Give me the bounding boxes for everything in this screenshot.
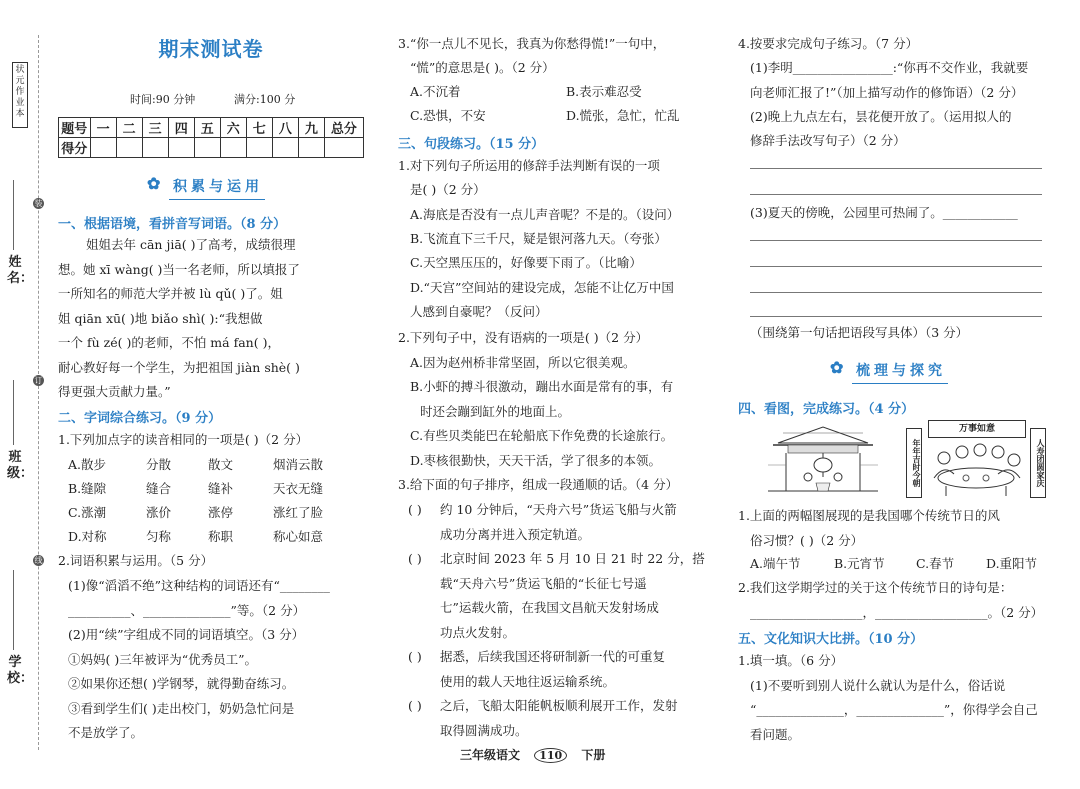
answer-line: [750, 240, 1042, 241]
option-text: 缝合: [146, 481, 172, 496]
question-line: “慌”的意思是( )。（2 分）: [410, 60, 555, 75]
order-blank: ( ): [408, 698, 422, 713]
question-line: D.枣核很勤快，天天干活，学了很多的本领。: [410, 452, 662, 468]
question-line: 修辞手法改写句子）（2 分）: [750, 133, 906, 149]
question-line: 3.“你一点儿不见长，我真为你愁得慌!”一句中，: [398, 36, 666, 51]
question-line: ③看到学生们( )走出校门，奶奶急忙问是: [68, 700, 295, 716]
question-line: __________、______________”等。（2 分）: [68, 602, 306, 618]
class-label: 班级：: [7, 450, 34, 481]
question-line: B.小虾的搏斗很激动，蹦出水面是常有的事，有: [410, 379, 674, 394]
score-header-cell: 六: [220, 118, 246, 138]
score-cell[interactable]: [220, 138, 246, 158]
section-1-heading: 一、根据语境，看拼音写词语。（8 分）: [58, 217, 287, 232]
question-line: 3.给下面的句子排序，组成一段通顺的话。（4 分）: [398, 477, 679, 492]
question-line: 2.下列句子中，没有语病的一项是( )（2 分）: [398, 330, 649, 345]
option-text: D.重阳节: [986, 556, 1038, 571]
score-cell[interactable]: [90, 138, 116, 158]
option-text: D.对称: [68, 529, 107, 544]
option-text: 称职: [208, 529, 234, 544]
passage-line: 得更强大贡献力量。”: [58, 384, 171, 399]
score-cell[interactable]: [324, 138, 363, 158]
score-row-label: 得分: [59, 138, 91, 158]
score-header-cell: 九: [298, 118, 324, 138]
page-footer: [460, 746, 605, 763]
question-line: (1)像“滔滔不绝”这种结构的词语还有“________: [68, 578, 330, 593]
score-cell[interactable]: [246, 138, 272, 158]
option-text: D.慌张，急忙，忙乱: [566, 108, 680, 123]
order-blank: ( ): [408, 649, 422, 664]
question-line: “______________，______________”，你得学会自己: [750, 702, 1038, 717]
question-line: 不是放学了。: [68, 725, 144, 740]
question-line: ②如果你还想( )学钢琴，就得勤奋练习。: [68, 676, 295, 691]
order-sentence: 成功分离并进入预定轨道。: [440, 526, 591, 542]
binding-dot-2: 订: [34, 376, 43, 385]
option-text: A.端午节: [750, 556, 801, 571]
option-text: B.缝隙: [68, 481, 107, 496]
section-4-heading: 四、看图，完成练习。（4 分）: [738, 402, 915, 417]
score-cell[interactable]: [116, 138, 142, 158]
section-banner-accumulate: [147, 174, 263, 196]
score-table-row: [59, 138, 364, 158]
question-line: 是( )（2 分）: [410, 182, 486, 198]
passage-line: 想。她 xī wàng( )当一名老师，所以填报了: [58, 261, 300, 277]
order-blank: ( ): [408, 502, 422, 517]
couplet-horizontal: 万事如意: [928, 420, 1026, 438]
option-text: B.元宵节: [834, 556, 885, 571]
order-sentence: 约 10 分钟后，“天舟六号”货运飞船与火箭: [440, 502, 677, 517]
exam-time: 时间:90 分钟: [130, 93, 196, 106]
option-text: 缝补: [208, 481, 234, 496]
score-table-header: [59, 118, 364, 138]
option-text: 涨价: [146, 505, 172, 520]
score-cell[interactable]: [272, 138, 298, 158]
order-sentence: 取得圆满成功。: [440, 722, 528, 738]
question-line: C.天空黑压压的，好像要下雨了。（比喻）: [410, 255, 642, 271]
couplet-right: 人寿团圆家庆: [1030, 428, 1046, 498]
score-table: [58, 117, 364, 158]
section-5-heading: 五、文化知识大比拼。（10 分）: [738, 632, 924, 647]
festival-gate-illustration: [768, 425, 878, 493]
passage-line: 姐姐去年 cān jiā( )了高考，成绩很理: [86, 237, 296, 252]
score-header-cell: 四: [168, 118, 194, 138]
family-table-drawing: [926, 438, 1026, 496]
banner-text: 积累与运用: [173, 179, 263, 195]
order-sentence: 七”运载火箭，在我国文昌航天发射场成: [440, 600, 659, 615]
question-line: ①妈妈( )三年被评为“优秀员工”。: [68, 651, 258, 667]
answer-line: [750, 292, 1042, 293]
section-3-heading: 三、句段练习。（15 分）: [398, 137, 545, 152]
school-line: [13, 570, 14, 650]
option-text: B.表示难忍受: [566, 84, 642, 99]
question-line: 1.上面的两幅图展现的是我国哪个传统节日的风: [738, 508, 1000, 523]
score-cell[interactable]: [194, 138, 220, 158]
question-line: 看问题。: [750, 726, 801, 742]
question-line: C.有些贝类能巴在轮船底下作免费的长途旅行。: [410, 428, 674, 443]
score-header-cell: 五: [194, 118, 220, 138]
score-cell[interactable]: [142, 138, 168, 158]
score-header-cell: 八: [272, 118, 298, 138]
question-3-4-3-instruction: （围绕第一句话把语段写具体）（3 分）: [750, 325, 969, 340]
binding-margin: [0, 0, 50, 789]
passage-line: 耐心教好每一个学生，为把祖国 jiàn shè( ): [58, 359, 300, 375]
order-sentence: 载“天舟六号”货运飞船的“长征七号遥: [440, 575, 647, 591]
question-line: (2)用“续”字组成不同的词语填空。（3 分）: [68, 627, 305, 642]
question-line: (2)晚上九点左右，昙花便开放了。（运用拟人的: [750, 108, 1012, 124]
question-line: 俗习惯？( )（2 分）: [750, 532, 864, 548]
section-2-heading: 二、字词综合练习。（9 分）: [58, 411, 222, 426]
option-text: 散文: [208, 457, 234, 472]
answer-line: [750, 168, 1042, 169]
order-sentence: 使用的载人天地往返运输系统。: [440, 673, 616, 689]
couplet-left: 年年吉时今朝: [906, 428, 922, 498]
question-line: 1.对下列句子所运用的修辞手法判断有误的一项: [398, 158, 660, 173]
flower-icon: ✿: [147, 174, 161, 193]
answer-line: [750, 266, 1042, 267]
question-line: A.因为赵州桥非常坚固，所以它很美观。: [410, 354, 636, 370]
school-label: 学校：: [7, 655, 34, 686]
answer-line: [750, 194, 1042, 195]
order-sentence: 功点火发射。: [440, 624, 516, 640]
option-text: 分散: [146, 457, 172, 472]
question-line: 4.按要求完成句子练习。（7 分）: [738, 36, 919, 51]
score-header-cell: 二: [116, 118, 142, 138]
option-text: 涨停: [208, 505, 234, 520]
score-header-cell: 七: [246, 118, 272, 138]
option-text: C.春节: [916, 556, 955, 571]
question-line: A.海底是否没有一点儿声音呢？不是的。（设问）: [410, 206, 680, 222]
order-sentence: 据悉，后续我国还将研制新一代的可重复: [440, 649, 666, 664]
full-score: 满分:100 分: [234, 93, 296, 106]
flower-icon: ✿: [830, 358, 844, 377]
page-number: 110: [534, 748, 567, 763]
name-label: 姓名：: [7, 255, 34, 286]
score-header-cell: 一: [90, 118, 116, 138]
score-header-cell: 题号: [59, 118, 91, 138]
question-line: 1.填一填。（6 分）: [738, 653, 844, 668]
binding-dot-3: 线: [34, 556, 43, 565]
answer-line: [750, 316, 1042, 317]
question-line: B.飞流直下三千尺，疑是银河落九天。（夸张）: [410, 230, 667, 246]
brand-label: 状元作业本: [12, 62, 28, 128]
banner-text: 梳理与探究: [856, 363, 946, 379]
score-cell[interactable]: [298, 138, 324, 158]
festival-dinner-illustration: [906, 420, 1046, 498]
page-title: 期末测试卷: [158, 37, 264, 61]
question-line: __________________，__________________。（2 分）: [750, 604, 1044, 620]
question-line: 向老师汇报了!”（加上描写动作的修饰语）（2 分）: [750, 84, 1024, 100]
question-line: (1)李明________________:“你再不交作业，我就要: [750, 60, 1029, 76]
order-blank: ( ): [408, 551, 422, 566]
option-text: 称心如意: [273, 529, 324, 544]
question-line: D.“天宫”空间站的建设完成，怎能不让亿万中国: [410, 279, 674, 295]
option-text: 天衣无缝: [273, 481, 324, 496]
footer-subject: 三年级语文: [460, 748, 521, 762]
score-header-cell: 三: [142, 118, 168, 138]
option-text: 烟消云散: [273, 457, 324, 472]
question-3-4-3: (3)夏天的傍晚，公园里可热闹了。____________: [750, 205, 1018, 220]
option-text: 涨红了脸: [273, 505, 324, 520]
order-sentence: 北京时间 2023 年 5 月 10 日 21 时 22 分，搭: [440, 551, 705, 566]
order-sentence: 之后，飞船太阳能帆板顺利展开工作，发射: [440, 698, 678, 713]
binding-dashed-line: [38, 35, 39, 750]
question-2-1: 1.下列加点字的读音相同的一项是( )（2 分）: [58, 432, 309, 447]
score-cell[interactable]: [168, 138, 194, 158]
score-header-cell: 总分: [324, 118, 363, 138]
passage-line: 一个 fù zé( )的老师，不怕 má fan( )，: [58, 335, 280, 350]
passage-line: 姐 qiān xū( )地 biǎo shì( ):“我想做: [58, 310, 263, 326]
binding-dot-1: 装: [34, 199, 43, 208]
option-text: C.恐惧，不安: [410, 108, 486, 123]
question-line: 2.我们这学期学过的关于这个传统节日的诗句是：: [738, 580, 1013, 595]
question-2-2: 2.词语积累与运用。（5 分）: [58, 553, 214, 568]
option-text: A.不沉着: [410, 84, 461, 99]
passage-line: 一所知名的师范大学并被 lù qǔ( )了。姐: [58, 286, 283, 301]
name-line: [13, 180, 14, 250]
class-line: [13, 380, 14, 445]
footer-volume: 下册: [581, 748, 606, 762]
question-line: 时还会蹦到缸外的地面上。: [420, 403, 571, 419]
question-line: 人感到自豪呢？（反问）: [410, 303, 548, 319]
section-banner-explore: [830, 358, 946, 380]
option-text: 匀称: [146, 529, 172, 544]
option-text: C.涨潮: [68, 505, 107, 520]
option-text: A.散步: [68, 457, 107, 472]
question-line: (1)不要听到别人说什么就认为是什么，俗话说: [750, 677, 1006, 693]
